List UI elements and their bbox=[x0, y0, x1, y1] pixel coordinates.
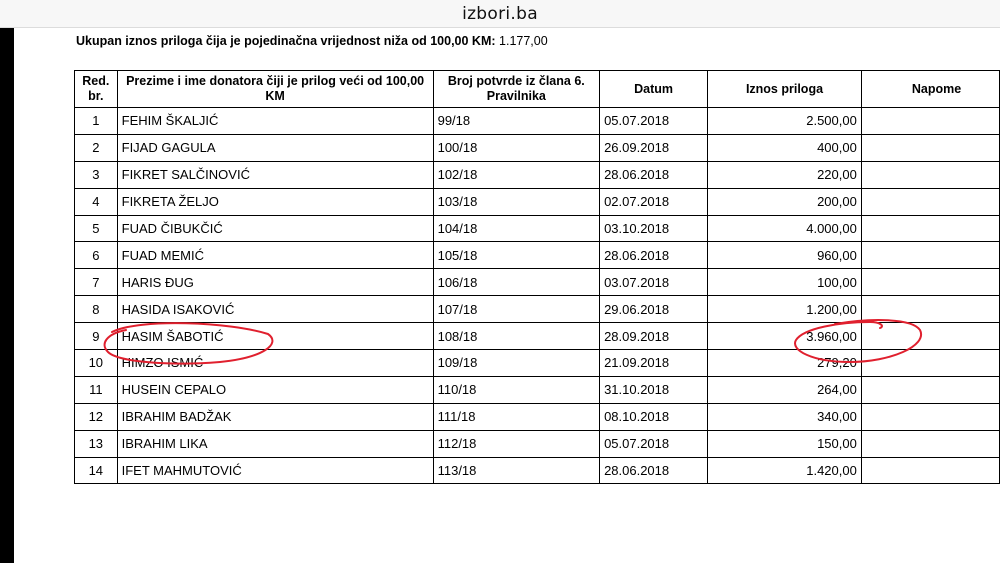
donation-date: 31.10.2018 bbox=[600, 376, 708, 403]
row-number: 13 bbox=[75, 430, 118, 457]
table-body bbox=[75, 108, 1000, 484]
donor-name: FUAD MEMIĆ bbox=[117, 242, 433, 269]
confirmation-number: 108/18 bbox=[433, 323, 599, 350]
donor-name: IFET MAHMUTOVIĆ bbox=[117, 457, 433, 484]
confirmation-number: 103/18 bbox=[433, 188, 599, 215]
confirmation-number: 104/18 bbox=[433, 215, 599, 242]
donation-date: 03.10.2018 bbox=[600, 215, 708, 242]
donation-amount: 340,00 bbox=[708, 403, 862, 430]
confirmation-number: 109/18 bbox=[433, 350, 599, 377]
header-date: Datum bbox=[600, 71, 708, 108]
donation-amount: 100,00 bbox=[708, 269, 862, 296]
row-number: 2 bbox=[75, 134, 118, 161]
donation-amount: 400,00 bbox=[708, 134, 862, 161]
header-confirmation-number: Broj potvrde iz člana 6. Pravilnika bbox=[433, 71, 599, 108]
row-number: 6 bbox=[75, 242, 118, 269]
header-amount: Iznos priloga bbox=[708, 71, 862, 108]
confirmation-number: 102/18 bbox=[433, 161, 599, 188]
confirmation-number: 111/18 bbox=[433, 403, 599, 430]
table-row bbox=[75, 188, 1000, 215]
donation-amount: 2.500,00 bbox=[708, 108, 862, 135]
table-row bbox=[75, 161, 1000, 188]
row-number: 12 bbox=[75, 403, 118, 430]
row-number: 10 bbox=[75, 350, 118, 377]
confirmation-number: 105/18 bbox=[433, 242, 599, 269]
note bbox=[861, 242, 999, 269]
donor-name: FIJAD GAGULA bbox=[117, 134, 433, 161]
table-row bbox=[75, 134, 1000, 161]
header-red-br: Red. br. bbox=[75, 71, 118, 108]
donation-date: 26.09.2018 bbox=[600, 134, 708, 161]
note bbox=[861, 376, 999, 403]
table-row bbox=[75, 457, 1000, 484]
donor-name: IBRAHIM BADŽAK bbox=[117, 403, 433, 430]
donation-amount: 200,00 bbox=[708, 188, 862, 215]
row-number: 7 bbox=[75, 269, 118, 296]
note bbox=[861, 350, 999, 377]
donor-name: HASIM ŠABOTIĆ bbox=[117, 323, 433, 350]
donation-amount: 220,00 bbox=[708, 161, 862, 188]
note bbox=[861, 161, 999, 188]
confirmation-number: 110/18 bbox=[433, 376, 599, 403]
note bbox=[861, 403, 999, 430]
donation-date: 28.06.2018 bbox=[600, 457, 708, 484]
donation-date: 21.09.2018 bbox=[600, 350, 708, 377]
summary-value: 1.177,00 bbox=[499, 34, 548, 48]
donation-date: 28.06.2018 bbox=[600, 161, 708, 188]
note bbox=[861, 215, 999, 242]
table-row bbox=[75, 403, 1000, 430]
row-number: 9 bbox=[75, 323, 118, 350]
donation-amount: 4.000,00 bbox=[708, 215, 862, 242]
note bbox=[861, 457, 999, 484]
donor-name: FEHIM ŠKALJIĆ bbox=[117, 108, 433, 135]
donor-name: FUAD ČIBUKČIĆ bbox=[117, 215, 433, 242]
donation-date: 28.06.2018 bbox=[600, 242, 708, 269]
donation-amount: 3.960,00 bbox=[708, 323, 862, 350]
row-number: 8 bbox=[75, 296, 118, 323]
row-number: 14 bbox=[75, 457, 118, 484]
table-row bbox=[75, 296, 1000, 323]
donation-date: 05.07.2018 bbox=[600, 108, 708, 135]
donation-date: 29.06.2018 bbox=[600, 296, 708, 323]
donation-date: 02.07.2018 bbox=[600, 188, 708, 215]
donor-name: HUSEIN CEPALO bbox=[117, 376, 433, 403]
donors-table bbox=[74, 70, 1000, 484]
donor-name: FIKRET SALČINOVIĆ bbox=[117, 161, 433, 188]
donor-name: HIMZO ISMIĆ bbox=[117, 350, 433, 377]
donor-name: HARIS ĐUG bbox=[117, 269, 433, 296]
table-row bbox=[75, 215, 1000, 242]
row-number: 11 bbox=[75, 376, 118, 403]
summary-label: Ukupan iznos priloga čija je pojedinačna vrijednost niža od 100,00 KM: bbox=[76, 34, 496, 48]
donor-name: HASIDA ISAKOVIĆ bbox=[117, 296, 433, 323]
donation-date: 08.10.2018 bbox=[600, 403, 708, 430]
donation-date: 05.07.2018 bbox=[600, 430, 708, 457]
donation-amount: 279,20 bbox=[708, 350, 862, 377]
note bbox=[861, 323, 999, 350]
note bbox=[861, 296, 999, 323]
donor-name: IBRAHIM LIKA bbox=[117, 430, 433, 457]
confirmation-number: 112/18 bbox=[433, 430, 599, 457]
note bbox=[861, 108, 999, 135]
table-row bbox=[75, 242, 1000, 269]
table-row bbox=[75, 430, 1000, 457]
header-note: Napome bbox=[861, 71, 999, 108]
table-row bbox=[75, 269, 1000, 296]
table-row bbox=[75, 108, 1000, 135]
note bbox=[861, 134, 999, 161]
donation-amount: 960,00 bbox=[708, 242, 862, 269]
url-text: izbori.ba bbox=[462, 3, 538, 24]
table-header-row bbox=[75, 71, 1000, 108]
row-number: 5 bbox=[75, 215, 118, 242]
table-row bbox=[75, 376, 1000, 403]
donation-date: 28.09.2018 bbox=[600, 323, 708, 350]
donation-amount: 1.420,00 bbox=[708, 457, 862, 484]
row-number: 4 bbox=[75, 188, 118, 215]
browser-address-bar[interactable] bbox=[0, 0, 1000, 28]
header-donor-name: Prezime i ime donatora čiji je prilog veći od 100,00 KM bbox=[117, 71, 433, 108]
confirmation-number: 100/18 bbox=[433, 134, 599, 161]
donor-name: FIKRETA ŽELJO bbox=[117, 188, 433, 215]
document-page bbox=[14, 28, 1000, 563]
confirmation-number: 107/18 bbox=[433, 296, 599, 323]
donation-date: 03.07.2018 bbox=[600, 269, 708, 296]
confirmation-number: 113/18 bbox=[433, 457, 599, 484]
note bbox=[861, 269, 999, 296]
confirmation-number: 106/18 bbox=[433, 269, 599, 296]
note bbox=[861, 188, 999, 215]
summary-line bbox=[76, 34, 548, 48]
donation-amount: 1.200,00 bbox=[708, 296, 862, 323]
row-number: 1 bbox=[75, 108, 118, 135]
table-row bbox=[75, 323, 1000, 350]
note bbox=[861, 430, 999, 457]
donation-amount: 264,00 bbox=[708, 376, 862, 403]
row-number: 3 bbox=[75, 161, 118, 188]
confirmation-number: 99/18 bbox=[433, 108, 599, 135]
donation-amount: 150,00 bbox=[708, 430, 862, 457]
table-row bbox=[75, 350, 1000, 377]
